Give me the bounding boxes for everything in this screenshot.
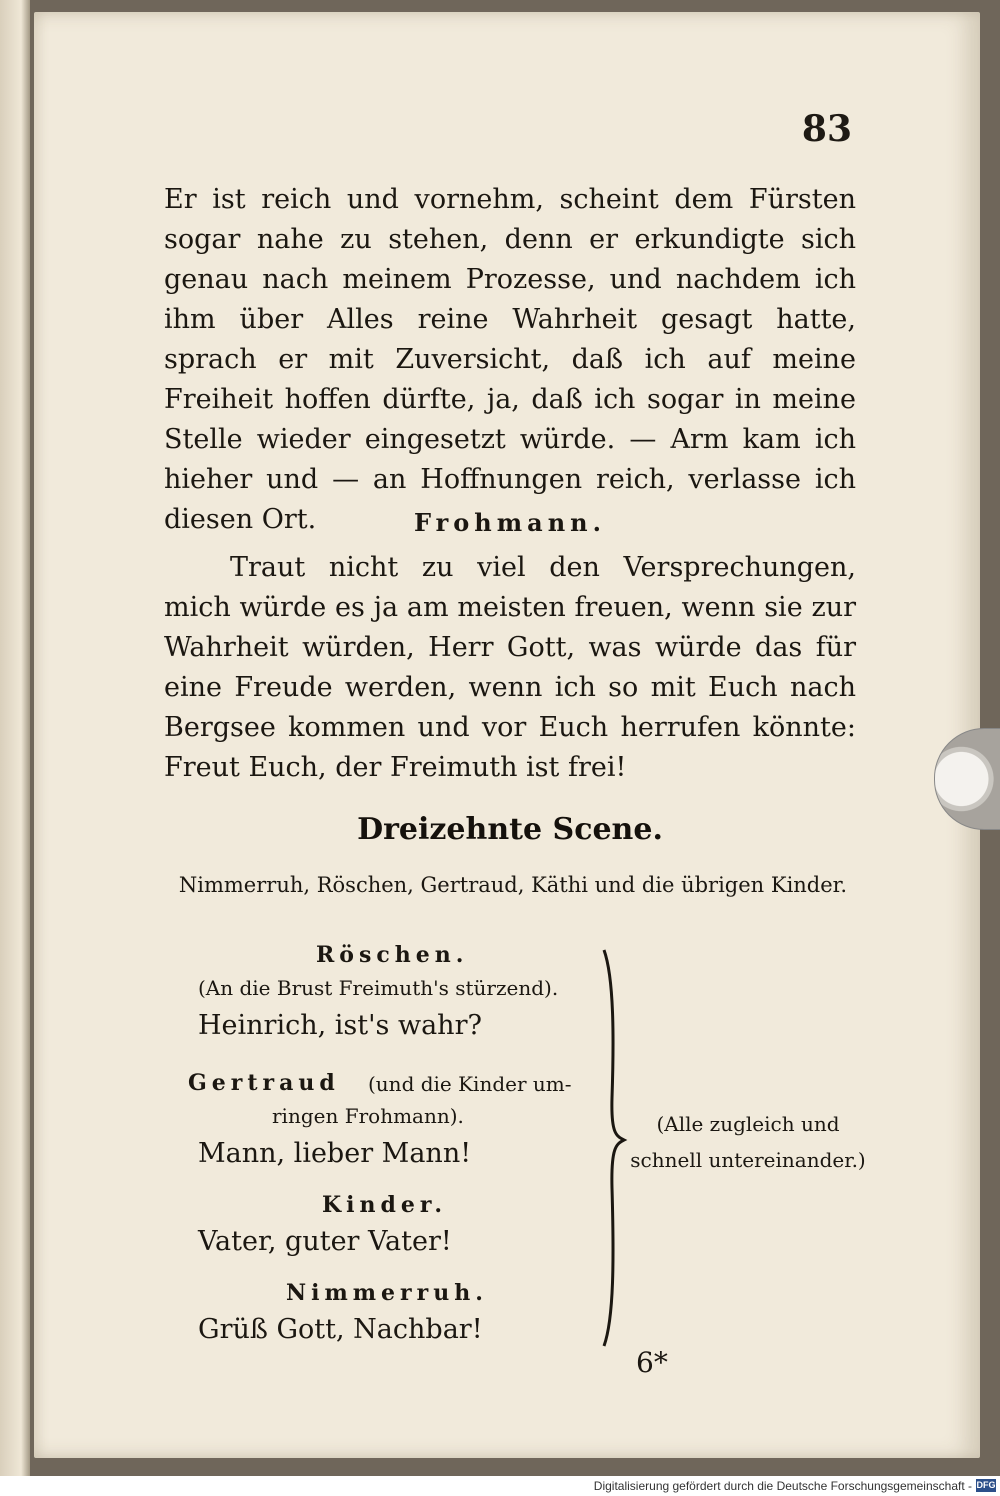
speaker-gertraud: Gertraud [188, 1070, 340, 1096]
footer-bar [0, 1476, 1000, 1496]
speaker-nimmerruh: Nimmerruh. [286, 1280, 488, 1306]
paragraph-2: Traut nicht zu viel den Versprechungen, mich würde es ja am meisten freuen, wenn sie zur Wahrheit würden, Herr Gott, was würde das für eine Freude werden, wenn ich so mit Euch nach Bergsee kommen und vor Euch herrufen könnte: Freut Euch, der Freimuth ist frei! [164, 552, 856, 783]
page-number: 83 [801, 108, 852, 150]
previous-page-edge [0, 0, 30, 1476]
scene-title: Dreizehnte Scene. [357, 812, 663, 847]
speaker-kinder: Kinder. [322, 1192, 448, 1218]
direction-gertraud-1: (und die Kinder um- [368, 1072, 572, 1096]
speaker-roeschen: Röschen. [316, 942, 469, 968]
line-roeschen: Heinrich, ist's wahr? [198, 1010, 482, 1041]
line-nimmerruh: Grüß Gott, Nachbar! [198, 1314, 483, 1345]
curly-brace-icon [600, 948, 630, 1348]
line-gertraud: Mann, lieber Mann! [198, 1138, 472, 1169]
side-note [628, 1106, 868, 1178]
dfg-logo: DFG [976, 1480, 996, 1490]
paragraph-1: Er ist reich und vornehm, scheint dem Fürsten sogar nahe zu stehen, denn er erkundigte sich genau nach meinem Prozesse, und nachdem ich ihm über Alles reine Wahrheit gesagt hatte, sprach er mit Zuversicht, daß ich auf meine Freiheit hoffen dürfte, ja, daß ich sogar in meine Stelle wieder eingesetzt würde. — Arm kam ich hieher und — an Hoffnungen reich, verlasse ich diesen Ort. [164, 184, 856, 535]
side-note-line-1: (Alle zugleich und [656, 1112, 840, 1136]
side-note-line-2: schnell untereinander.) [630, 1148, 866, 1172]
signature-mark: 6* [636, 1346, 668, 1379]
scene-cast: Nimmerruh, Röschen, Gertraud, Käthi und die übrigen Kinder. [178, 873, 848, 897]
direction-roeschen: (An die Brust Freimuth's stürzend). [198, 976, 559, 1000]
footer-credit: Digitalisierung gefördert durch die Deutsche Forschungsgemeinschaft - [593, 1479, 972, 1493]
speaker-frohmann: Frohmann. [414, 508, 606, 537]
direction-gertraud-2: ringen Frohmann). [272, 1104, 464, 1128]
line-kinder: Vater, guter Vater! [198, 1226, 452, 1257]
